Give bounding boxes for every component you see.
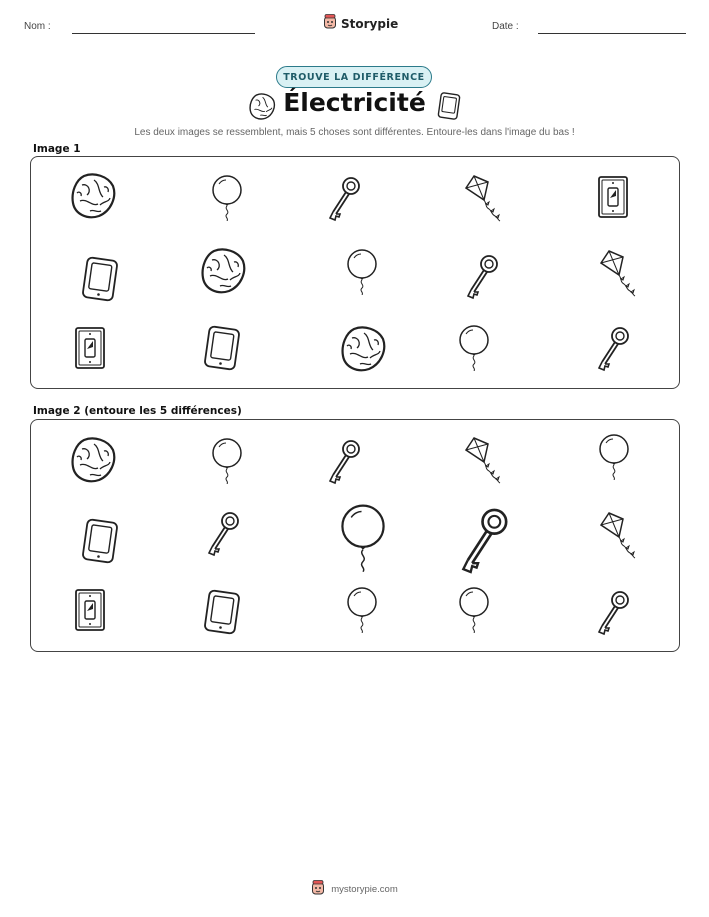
key-icon[interactable] [596,590,630,636]
page-title: Électricité [283,88,426,117]
panel-1-label: Image 1 [33,143,81,155]
rock-icon[interactable] [70,435,116,483]
tablet-icon[interactable] [202,324,242,372]
footer [0,880,709,899]
key-icon[interactable] [206,511,240,557]
key-icon[interactable] [596,326,630,372]
key-icon[interactable] [465,254,499,300]
balloon-icon[interactable] [210,175,244,221]
key-icon[interactable] [458,507,510,575]
balloon-icon[interactable] [210,438,244,484]
balloon-icon[interactable] [457,325,491,371]
light-switch-icon[interactable] [593,174,633,220]
brand-logo [323,14,398,33]
footer-url[interactable]: mystorypie.com [331,884,398,895]
kite-icon[interactable] [597,511,637,559]
light-switch-icon[interactable] [70,325,110,371]
storypie-mascot-icon [323,14,337,33]
balloon-icon[interactable] [345,249,379,295]
rock-icon[interactable] [200,246,246,294]
balloon-icon[interactable] [457,587,491,633]
tablet-icon[interactable] [80,255,120,303]
date-field[interactable] [538,33,686,34]
brand-name: Storypie [341,16,399,31]
tablet-icon[interactable] [80,517,120,565]
date-label: Date : [492,21,519,32]
panel-2-label: Image 2 (entoure les 5 différences) [33,405,242,417]
kite-icon[interactable] [462,174,502,222]
kite-icon[interactable] [462,436,502,484]
key-icon[interactable] [327,439,361,485]
balloon-icon[interactable] [345,587,379,633]
tablet-icon[interactable] [202,588,242,636]
activity-badge: TROUVE LA DIFFÉRENCE [276,66,432,88]
rock-icon[interactable] [70,171,116,219]
name-field[interactable] [72,33,255,34]
balloon-icon[interactable] [597,434,631,480]
title-tablet-icon [437,92,461,124]
kite-icon[interactable] [597,249,637,297]
name-label: Nom : [24,21,51,32]
balloon-icon[interactable] [338,500,388,576]
light-switch-icon[interactable] [70,587,110,633]
storypie-mascot-icon [311,880,325,899]
instructions-text: Les deux images se ressemblent, mais 5 choses sont différentes. Entoure-les dans l'image du bas ! [134,127,575,138]
rock-icon[interactable] [340,324,386,372]
key-icon[interactable] [327,176,361,222]
